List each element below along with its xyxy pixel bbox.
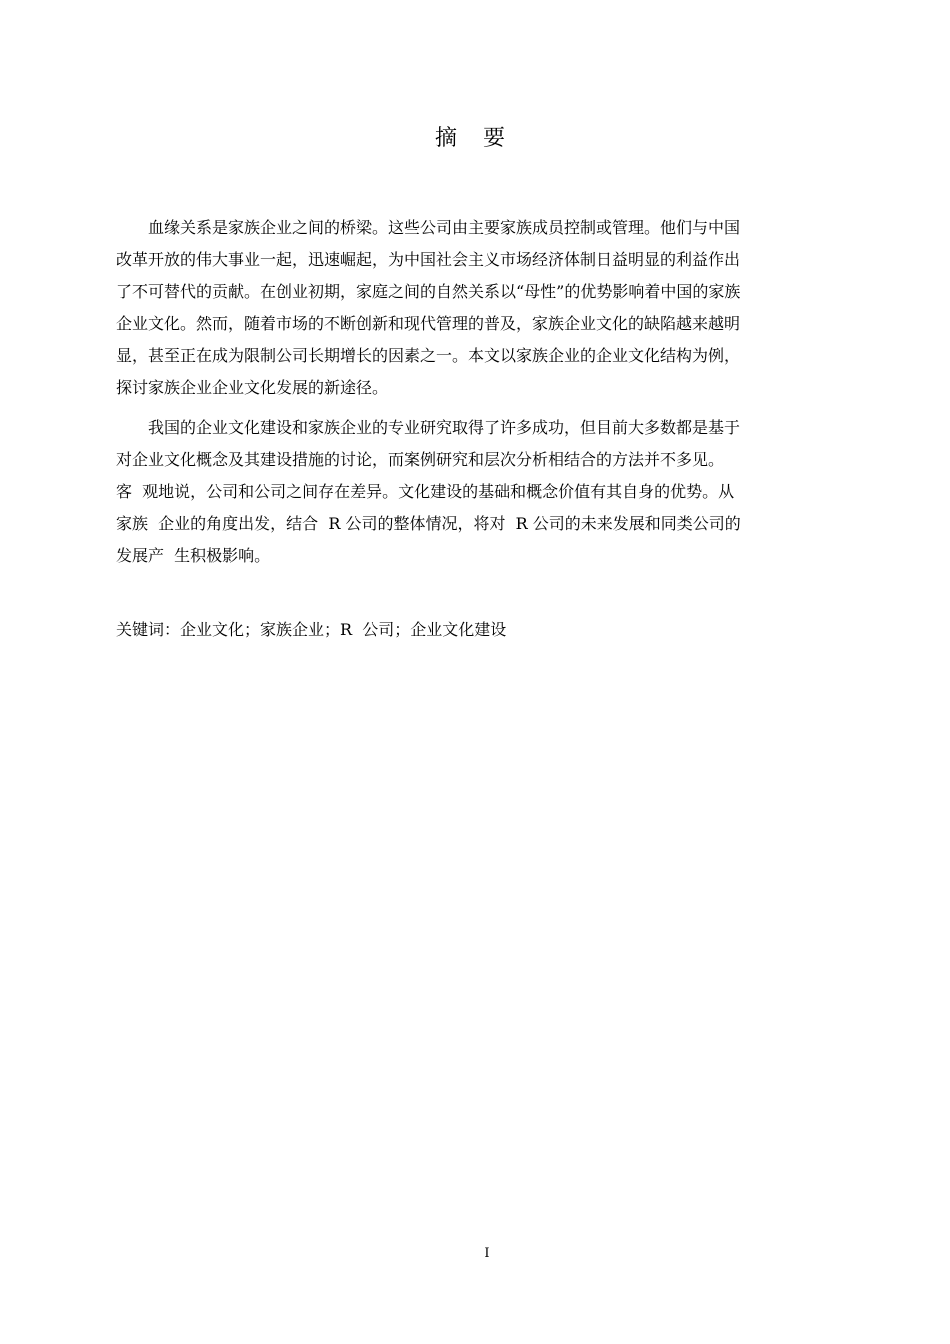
keywords-value: 企业文化；家族企业；R 公司；企业文化建设: [180, 620, 507, 639]
keywords: [116, 614, 506, 646]
text-line: 改革开放的伟大事业一起，迅速崛起，为中国社会主义市场经济体制日益明显的利益作出: [116, 250, 741, 269]
text-line: 了不可替代的贡献。在创业初期，家庭之间的自然关系以“母性”的优势影响着中国的家族: [116, 282, 741, 301]
text-line: 探讨家族企业企业文化发展的新途径。: [116, 378, 389, 397]
text-line: 显，甚至正在成为限制公司长期增长的因素之一。本文以家族企业的企业文化结构为例，: [116, 346, 741, 365]
keywords-label: 关键词：: [116, 620, 181, 639]
abstract-paragraph-2: [116, 412, 866, 572]
text-line: 企业文化。然而，随着市场的不断创新和现代管理的普及，家族企业文化的缺陷越来越明: [116, 314, 741, 333]
text-line: 家族 企业的角度出发，结合 R 公司的整体情况，将对 R 公司的未来发展和同类公司的: [116, 514, 741, 533]
text-line: 对企业文化概念及其建设措施的讨论，而案例研究和层次分析相结合的方法并不多见。: [116, 450, 725, 469]
text-line: 客 观地说，公司和公司之间存在差异。文化建设的基础和概念价值有其自身的优势。从: [116, 482, 735, 501]
text-line: 发展产 生积极影响。: [116, 546, 271, 565]
text-line: 血缘关系是家族企业之间的桥梁。这些公司由主要家族成员控制或管理。他们与中国: [116, 218, 741, 237]
page-number: I: [484, 1246, 490, 1261]
text-line: 我国的企业文化建设和家族企业的专业研究取得了许多成功，但目前大多数都是基于: [116, 418, 741, 437]
abstract-title: 摘要: [434, 126, 531, 151]
abstract-paragraph-1: [116, 212, 866, 404]
